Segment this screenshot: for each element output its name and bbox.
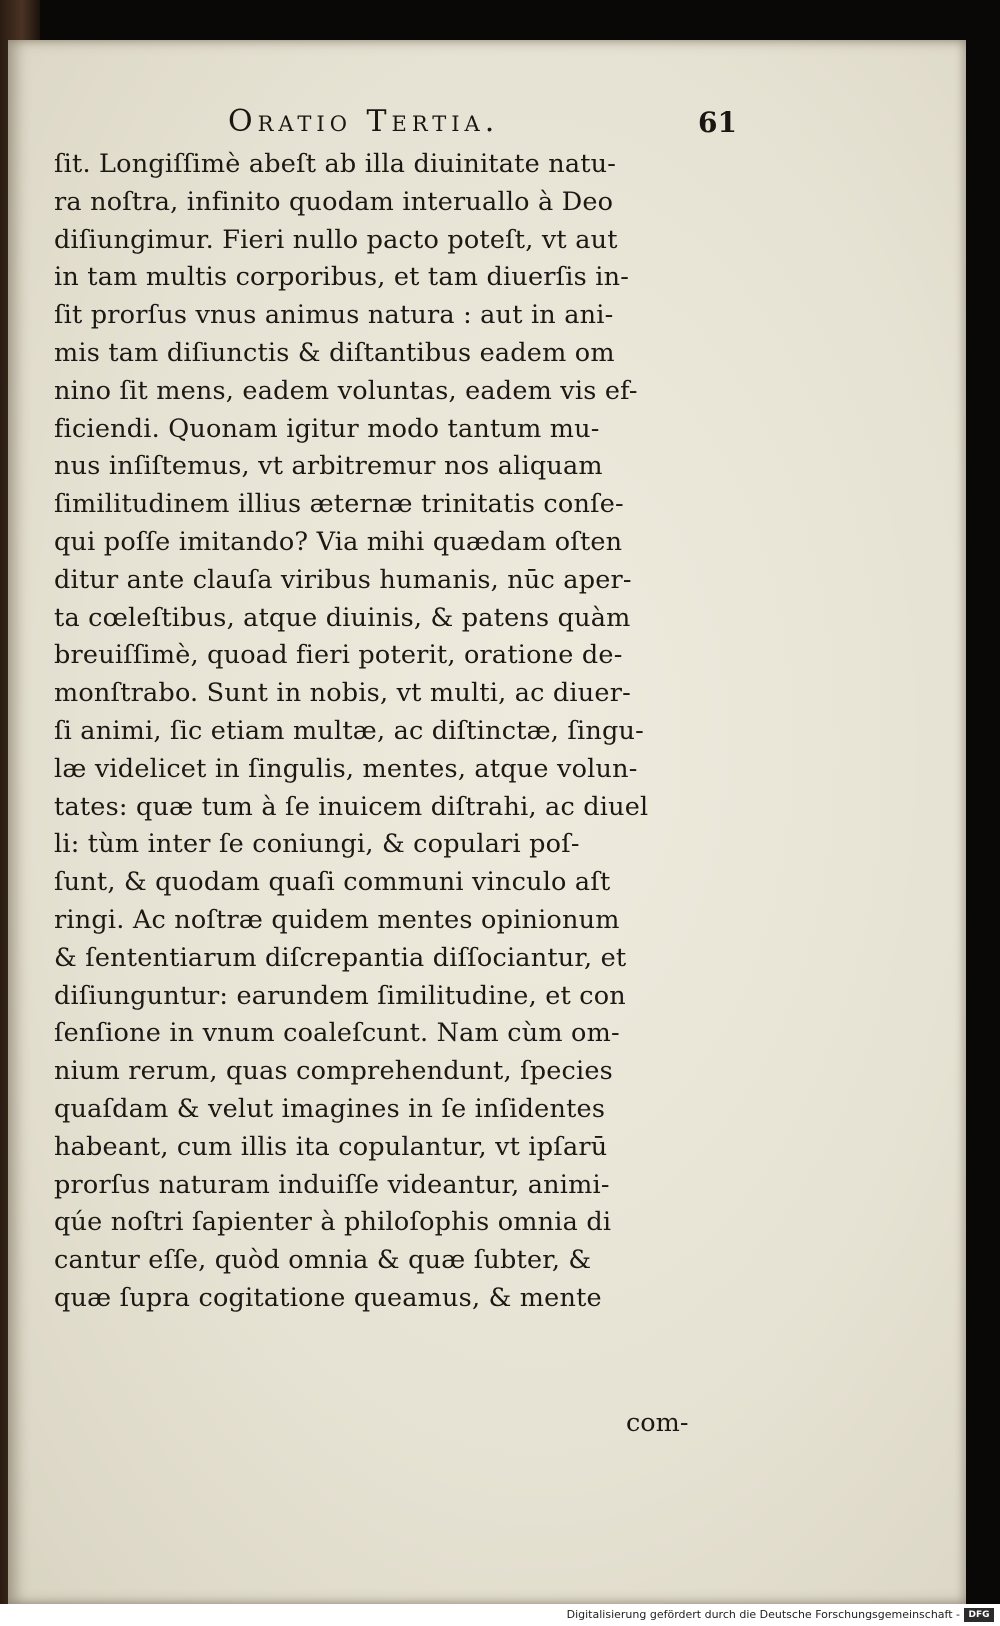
text-line: nus inſiſtemus, vt arbitremur nos aliquam bbox=[54, 451, 603, 482]
text-line: ficiendi. Quonam igitur modo tantum mu- bbox=[54, 413, 600, 444]
text-line: ſimilitudinem illius æternæ trinitatis conſe- bbox=[54, 489, 624, 520]
text-line: tates: quæ tum à ſe inuicem diſtrahi, ac diuel bbox=[54, 791, 649, 822]
text-line: ſenſione in vnum coaleſcunt. Nam cùm om- bbox=[54, 1018, 620, 1049]
text-line: ſunt, & quodam quaſi communi vinculo aſt bbox=[54, 867, 611, 898]
funding-credit: Digitalisierung gefördert durch die Deutsche Forschungsgemeinschaft - bbox=[566, 1608, 960, 1621]
text-line: quaſdam & velut imagines in ſe inſidentes bbox=[54, 1093, 606, 1124]
page-number: 61 bbox=[698, 106, 737, 139]
page-leaf bbox=[8, 40, 966, 1604]
text-line: prorſus naturam induiſſe videantur, animi- bbox=[54, 1169, 610, 1200]
text-line: mis tam diſiunctis & diſtantibus eadem om bbox=[54, 337, 615, 368]
page-header bbox=[48, 104, 768, 144]
dfg-logo: DFG bbox=[964, 1608, 994, 1622]
text-line: quæ ſupra cogitatione queamus, & mente bbox=[54, 1282, 602, 1313]
text-line: nium rerum, quas comprehendunt, ſpecies bbox=[54, 1056, 613, 1087]
text-line: ſit. Longiſſimè abeſt ab illa diuinitate natu- bbox=[54, 149, 617, 179]
text-line: ſit prorſus vnus animus natura : aut in ani- bbox=[54, 300, 614, 331]
text-line: li: tùm inter ſe coniungi, & copulari poſ- bbox=[54, 829, 580, 860]
text-line: monſtrabo. Sunt in nobis, vt multi, ac diuer- bbox=[54, 678, 631, 709]
text-line: læ videlicet in ſingulis, mentes, atque volun- bbox=[54, 753, 638, 784]
text-line: qúe noſtri ſapienter à philoſophis omnia di bbox=[54, 1207, 612, 1238]
text-line: in tam multis corporibus, et tam diuerſis in- bbox=[54, 262, 630, 293]
text-line: & ſententiarum diſcrepantia diſſociantur, et bbox=[54, 942, 627, 973]
text-line: ſi animi, ſic etiam multæ, ac diſtinctæ, ſingu- bbox=[54, 715, 644, 746]
text-line: diſiungimur. Fieri nullo pacto poteſt, vt aut bbox=[54, 224, 618, 255]
digitization-credit-bar bbox=[0, 1604, 1000, 1626]
body-text bbox=[54, 146, 734, 1318]
text-line: habeant, cum illis ita copulantur, vt ipſarū bbox=[54, 1131, 608, 1162]
running-title: Oratio Tertia. bbox=[228, 104, 500, 139]
text-line: ra noſtra, infinito quodam interuallo à Deo bbox=[54, 186, 614, 217]
catchword: com- bbox=[626, 1408, 689, 1438]
text-line: ta cœleſtibus, atque diuinis, & patens quàm bbox=[54, 602, 631, 633]
text-line: ringi. Ac noſtræ quidem mentes opinionum bbox=[54, 904, 620, 935]
text-line: nino ſit mens, eadem voluntas, eadem vis ef- bbox=[54, 375, 638, 406]
text-line: ditur ante clauſa viribus humanis, nūc aper- bbox=[54, 564, 632, 595]
text-line: cantur eſſe, quòd omnia & quæ ſubter, & bbox=[54, 1245, 592, 1276]
text-line: qui poſſe imitando? Via mihi quædam oſten bbox=[54, 526, 623, 557]
text-line: diſiunguntur: earundem ſimilitudine, et con bbox=[54, 980, 626, 1011]
text-line: breuiſſimè, quoad fieri poterit, oratione de- bbox=[54, 640, 623, 671]
